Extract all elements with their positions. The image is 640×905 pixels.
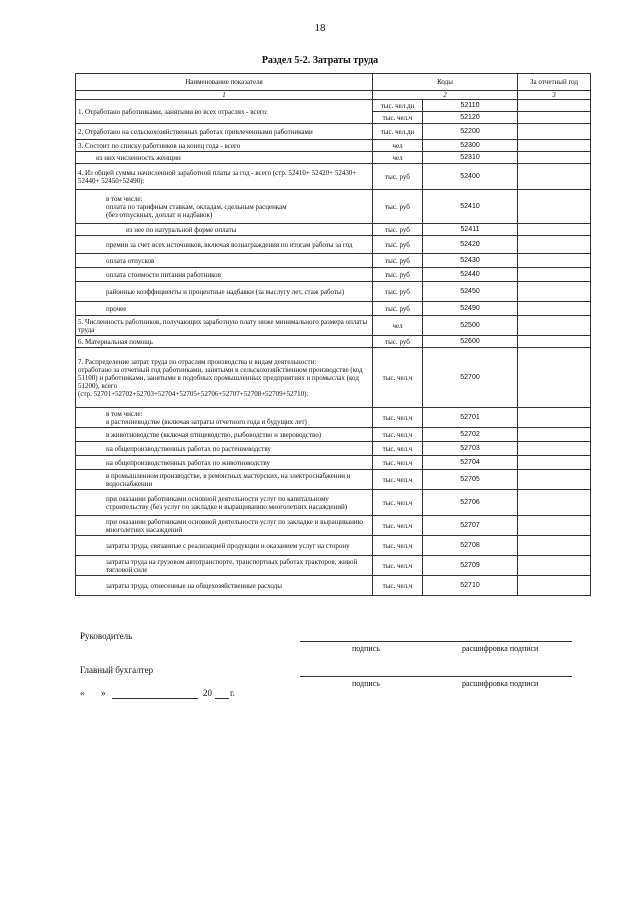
unit-cell: тыс. чел.ч	[373, 112, 423, 124]
indicator-label: районные коэффициенты и процентные надбавки (за выслугу лет, стаж работы)	[76, 282, 373, 302]
value-cell[interactable]	[518, 124, 591, 140]
table-row	[76, 428, 591, 442]
unit-cell: тыс. руб	[373, 302, 423, 316]
row-code: 52450	[423, 282, 518, 302]
unit-cell: тыс. руб	[373, 268, 423, 282]
header-indicator-name: Наименование показателя	[76, 74, 373, 91]
table-row	[76, 576, 591, 596]
unit-cell: тыс. чел.ч	[373, 348, 423, 408]
indicator-label: затраты труда, связанные с реализацией продукции и оказанием услуг на сторону	[76, 536, 373, 556]
unit-cell: тыс. чел.ч	[373, 516, 423, 536]
table-row	[76, 100, 591, 112]
section-title: Раздел 5-2. Затраты труда	[261, 55, 379, 66]
unit-cell: тыс. руб	[373, 236, 423, 254]
row-code: 52400	[423, 164, 518, 190]
unit-cell: чел	[373, 316, 423, 336]
table-row	[76, 556, 591, 576]
indicator-label: 1. Отработано работниками, занятыми во всех отраслях - всего:	[76, 100, 373, 124]
indicator-label: из них численность женщин	[76, 152, 373, 164]
table-row	[76, 316, 591, 336]
year-suffix: г.	[230, 688, 235, 698]
row-code: 52704	[423, 456, 518, 470]
value-cell[interactable]	[518, 112, 591, 124]
table-row	[76, 254, 591, 268]
value-cell[interactable]	[518, 190, 591, 224]
indicator-label: 4. Из общей суммы начисленной заработной платы за год - всего (стр. 52410+ 52420+ 52430+ 52440+ 52450+52490):	[76, 164, 373, 190]
table-row	[76, 282, 591, 302]
row-code: 52701	[423, 408, 518, 428]
table-row	[76, 236, 591, 254]
unit-cell: тыс. чел.ч	[373, 408, 423, 428]
unit-cell: тыс. руб	[373, 164, 423, 190]
unit-cell: тыс. чел.ч	[373, 576, 423, 596]
value-cell[interactable]	[518, 152, 591, 164]
row-code: 52440	[423, 268, 518, 282]
labor-costs-table	[75, 73, 591, 596]
indicator-label: прочее	[76, 302, 373, 316]
date-line[interactable]	[112, 698, 198, 699]
indicator-label: премии за счет всех источников, включая вознаграждения по итогам работы за год	[76, 236, 373, 254]
indicator-label: затраты труда, отнесенные на общехозяйственные расходы	[76, 576, 373, 596]
table-row	[76, 224, 591, 236]
row-code: 52110	[423, 100, 518, 112]
value-cell[interactable]	[518, 164, 591, 190]
unit-cell: тыс. руб	[373, 190, 423, 224]
value-cell[interactable]	[518, 316, 591, 336]
unit-cell: тыс. чел.ч	[373, 556, 423, 576]
row-code: 52703	[423, 442, 518, 456]
value-cell[interactable]	[518, 442, 591, 456]
chief-accountant-signature-label: Главный бухгалтер	[80, 665, 154, 675]
value-cell[interactable]	[518, 556, 591, 576]
head-signature-label: Руководитель	[80, 631, 133, 641]
value-cell[interactable]	[518, 100, 591, 112]
table-row	[76, 536, 591, 556]
indicator-label: оплата стоимости питания работников	[76, 268, 373, 282]
chief-decode-caption: расшифровка подписи	[462, 679, 539, 688]
header-period: За отчетный год	[518, 74, 591, 91]
head-sign-caption: подпись	[352, 644, 380, 653]
unit-cell: тыс. руб	[373, 254, 423, 268]
table-row	[76, 152, 591, 164]
row-code: 52708	[423, 536, 518, 556]
row-code: 52600	[423, 336, 518, 348]
unit-cell: тыс. чел.дн	[373, 124, 423, 140]
chief-sign-caption: подпись	[352, 679, 380, 688]
value-cell[interactable]	[518, 536, 591, 556]
unit-cell: тыс. чел.дн	[373, 100, 423, 112]
row-code: 52411	[423, 224, 518, 236]
header-codes: Коды	[373, 74, 518, 91]
value-cell[interactable]	[518, 224, 591, 236]
indicator-label: 7. Распределение затрат труда по отраслям производства и видам деятельности: отработано за отчетный год работниками, занятыми в сельскохозяйственном производстве (код 51100) и работниками, занятыми в подобных промышленных предприятиях и промыслах (код 51200), всего (стр. 52701+52702+52703+52704+52705+52706+52707+52708+52709+52710):	[76, 348, 373, 408]
row-code: 52120	[423, 112, 518, 124]
column-number-2: 2	[373, 91, 518, 100]
indicator-label: оплата отпусков	[76, 254, 373, 268]
table-row	[76, 190, 591, 224]
row-code: 52707	[423, 516, 518, 536]
value-cell[interactable]	[518, 302, 591, 316]
value-cell[interactable]	[518, 408, 591, 428]
indicator-label: в том числе: в растениеводстве (включая затраты отчетного года и будущих лет)	[76, 408, 373, 428]
unit-cell: тыс. чел.ч	[373, 470, 423, 490]
indicator-label: при оказании работниками основной деятельности услуг по капитальному строительству (без услуг по закладке и выращиванию многолетних насаждений)	[76, 490, 373, 516]
row-code: 52702	[423, 428, 518, 442]
row-code: 52709	[423, 556, 518, 576]
date-close-quote: »	[101, 688, 106, 698]
value-cell[interactable]	[518, 576, 591, 596]
indicator-label: в том числе: оплата по тарифным ставкам, окладам, сдельным расценкам (без отпускных, доплат и надбавок)	[76, 190, 373, 224]
row-code: 52700	[423, 348, 518, 408]
indicator-label: на общепроизводственных работах по растениеводству	[76, 442, 373, 456]
head-signature-line[interactable]	[300, 641, 572, 642]
row-code: 52200	[423, 124, 518, 140]
value-cell[interactable]	[518, 456, 591, 470]
table-row	[76, 336, 591, 348]
table-row	[76, 302, 591, 316]
table-row	[76, 470, 591, 490]
unit-cell: чел	[373, 140, 423, 152]
value-cell[interactable]	[518, 348, 591, 408]
value-cell[interactable]	[518, 516, 591, 536]
table-row	[76, 408, 591, 428]
value-cell[interactable]	[518, 236, 591, 254]
table-row	[76, 456, 591, 470]
page-number: 18	[314, 22, 326, 34]
indicator-label: 5. Численность работников, получающих заработную плату ниже минимального размера оплаты труда	[76, 316, 373, 336]
indicator-label: при оказании работниками основной деятельности услуг по закладке и выращиванию многолетних насаждений	[76, 516, 373, 536]
table-row	[76, 516, 591, 536]
table-number-row	[76, 91, 591, 100]
unit-cell: тыс. руб	[373, 336, 423, 348]
unit-cell: тыс. чел.ч	[373, 490, 423, 516]
value-cell[interactable]	[518, 470, 591, 490]
table-row	[76, 268, 591, 282]
value-cell[interactable]	[518, 490, 591, 516]
indicator-label: затраты труда на грузовом автотранспорте, транспортных работах тракторов, живой тягловой силе	[76, 556, 373, 576]
table-row	[76, 124, 591, 140]
value-cell[interactable]	[518, 268, 591, 282]
table-row	[76, 490, 591, 516]
row-code: 52420	[423, 236, 518, 254]
unit-cell: тыс. чел.ч	[373, 456, 423, 470]
indicator-label: из нее по натуральной форме оплаты	[76, 224, 373, 236]
indicator-label: 3. Состоит по списку работников на конец года - всего	[76, 140, 373, 152]
row-code: 52310	[423, 152, 518, 164]
chief-signature-line[interactable]	[300, 676, 572, 677]
row-code: 52500	[423, 316, 518, 336]
row-code: 52705	[423, 470, 518, 490]
value-cell[interactable]	[518, 282, 591, 302]
column-number-1: 1	[76, 91, 373, 100]
indicator-label: в животноводстве (включая птицеводство, рыбоводство и звероводство)	[76, 428, 373, 442]
indicator-label: на общепроизводственных работах по животноводству	[76, 456, 373, 470]
unit-cell: тыс. руб	[373, 282, 423, 302]
year-line[interactable]	[215, 698, 229, 699]
row-code: 52300	[423, 140, 518, 152]
column-number-3: 3	[518, 91, 591, 100]
indicator-label: в промышленном производстве, в ремонтных мастерских, на электроснабжении и водоснабжении	[76, 470, 373, 490]
row-code: 52430	[423, 254, 518, 268]
head-decode-caption: расшифровка подписи	[462, 644, 539, 653]
value-cell[interactable]	[518, 254, 591, 268]
row-code: 52410	[423, 190, 518, 224]
row-code: 52490	[423, 302, 518, 316]
indicator-label: 2. Отработано на сельскохозяйственных работах привлеченными работниками	[76, 124, 373, 140]
year-prefix: 20	[203, 688, 212, 698]
value-cell[interactable]	[518, 140, 591, 152]
unit-cell: чел	[373, 152, 423, 164]
table-header-row	[76, 74, 591, 91]
table-row	[76, 348, 591, 408]
table-row	[76, 140, 591, 152]
value-cell[interactable]	[518, 428, 591, 442]
row-code: 52710	[423, 576, 518, 596]
row-code: 52706	[423, 490, 518, 516]
table-row	[76, 442, 591, 456]
unit-cell: тыс. чел.ч	[373, 536, 423, 556]
date-open-quote: «	[80, 688, 85, 698]
unit-cell: тыс. чел.ч	[373, 442, 423, 456]
unit-cell: тыс. чел.ч	[373, 428, 423, 442]
table-row	[76, 164, 591, 190]
indicator-label: 6. Материальная помощь	[76, 336, 373, 348]
value-cell[interactable]	[518, 336, 591, 348]
unit-cell: тыс. руб	[373, 224, 423, 236]
